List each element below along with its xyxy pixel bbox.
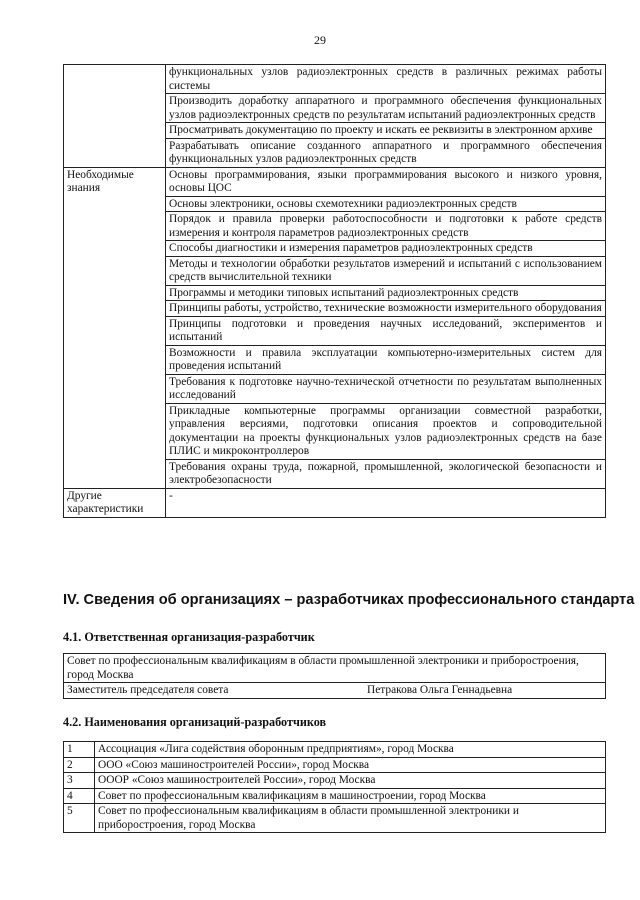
- row-number: 4: [64, 788, 95, 804]
- table-cell: -: [166, 488, 606, 517]
- table-cell: Требования охраны труда, пожарной, промышленной, экологической безопасности и электробезопасности: [166, 459, 606, 488]
- table-cell: Разрабатывать описание созданного аппаратного и программного обеспечения функциональных узлов радиоэлектронных средств: [166, 138, 606, 167]
- table-cell: Порядок и правила проверки работоспособности и подготовки к работе средств измерения и контроля параметров радиоэлектронных средств: [166, 212, 606, 241]
- table-cell: Требования к подготовке научно-технической отчетности по результатам выполненных исследований: [166, 374, 606, 403]
- table-row: [64, 488, 606, 517]
- developer-name: Совет по профессиональным квалификациям в машиностроении, город Москва: [95, 788, 606, 804]
- row-number: 3: [64, 773, 95, 789]
- responsible-table: [63, 653, 606, 699]
- responsible-position: Заместитель председателя совета: [67, 684, 229, 696]
- responsible-organization: Совет по профессиональным квалификациям в области промышленной электроники и приборостроения, город Москва: [64, 654, 606, 683]
- responsible-person: Петракова Ольга Геннадьевна: [367, 684, 513, 696]
- skills-table: [63, 64, 606, 518]
- table-cell: Программы и методики типовых испытаний радиоэлектронных средств: [166, 285, 606, 301]
- table-cell: Возможности и правила эксплуатации компьютерно-измерительных систем для проведения испытаний: [166, 345, 606, 374]
- table-cell: Основы электроники, основы схемотехники радиоэлектронных средств: [166, 196, 606, 212]
- table-row: [64, 773, 606, 789]
- table-cell: Способы диагностики и измерения параметров радиоэлектронных средств: [166, 241, 606, 257]
- table-cell: Прикладные компьютерные программы организации совместной разработки, управления версиями, подготовки описания проектов и сопроводительной документации на проекты функциональных узлов радиоэлектронных средств на базе ПЛИС и микроконтроллеров: [166, 403, 606, 459]
- developers-heading: 4.2. Наименования организаций-разработчиков: [63, 715, 327, 729]
- table-row: [64, 757, 606, 773]
- table-row: [64, 742, 606, 758]
- row-header-empty: [64, 65, 166, 168]
- table-row: [64, 167, 606, 196]
- table-cell: Принципы подготовки и проведения научных исследований, экспериментов и испытаний: [166, 316, 606, 345]
- table-row: [64, 804, 606, 833]
- developer-name: ООО «Союз машиностроителей России», город Москва: [95, 757, 606, 773]
- other-label: Другие характеристики: [64, 488, 166, 517]
- responsible-person-cell: [64, 683, 606, 699]
- table-cell: Принципы работы, устройство, технические возможности измерительного оборудования: [166, 301, 606, 317]
- responsible-heading: 4.1. Ответственная организация-разработчик: [63, 630, 315, 644]
- row-number: 5: [64, 804, 95, 833]
- table-cell: Производить доработку аппаратного и программного обеспечения функциональных узлов радиоэлектронных средств по результатам испытаний радиоэлектронных средств: [166, 94, 606, 123]
- table-row: [64, 654, 606, 683]
- table-cell: Методы и технологии обработки результатов измерений и испытаний с использованием средств вычислительной техники: [166, 256, 606, 285]
- developer-name: ОООР «Союз машиностроителей России», город Москва: [95, 773, 606, 789]
- table-cell: Основы программирования, языки программирования высокого и низкого уровня, основы ЦОС: [166, 167, 606, 196]
- page-number: 29: [314, 33, 326, 47]
- row-number: 1: [64, 742, 95, 758]
- table-row: [64, 65, 606, 94]
- developers-table: [63, 741, 606, 833]
- developer-name: Ассоциация «Лига содействия оборонным предприятиям», город Москва: [95, 742, 606, 758]
- table-row: [64, 683, 606, 699]
- row-number: 2: [64, 757, 95, 773]
- section-title: IV. Сведения об организациях – разработчиках профессионального стандарта: [63, 592, 635, 608]
- table-cell: Просматривать документацию по проекту и искать ее реквизиты в электронном архиве: [166, 123, 606, 139]
- table-row: [64, 788, 606, 804]
- knowledge-label: Необходимые знания: [64, 167, 166, 488]
- developer-name: Совет по профессиональным квалификациям в области промышленной электроники и приборостроения, город Москва: [95, 804, 606, 833]
- table-cell: функциональных узлов радиоэлектронных средств в различных режимах работы системы: [166, 65, 606, 94]
